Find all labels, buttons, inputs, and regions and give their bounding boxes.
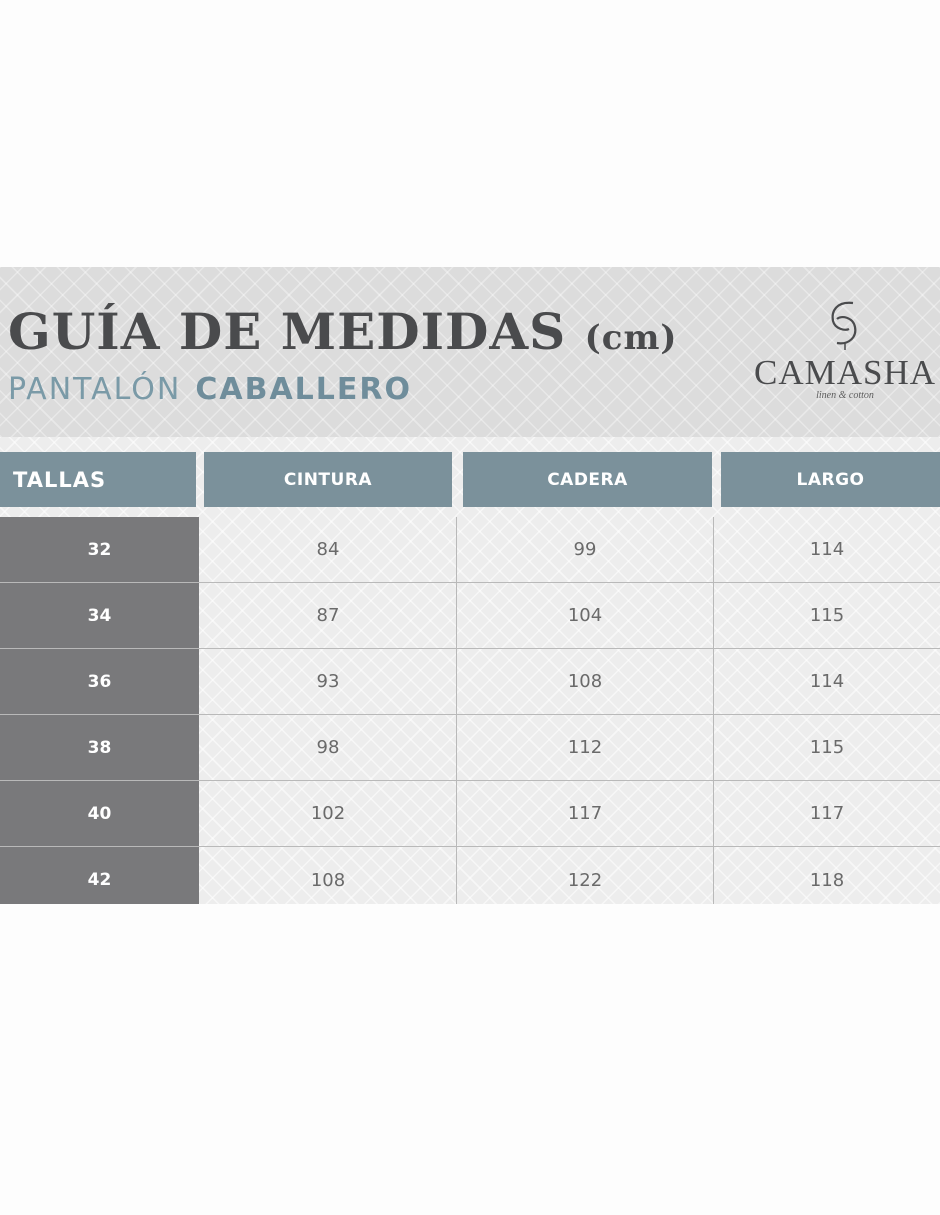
title-text: GUÍA DE MEDIDAS	[8, 302, 567, 361]
title-unit: (cm)	[584, 318, 678, 358]
size-cell: 32	[0, 517, 199, 582]
table-row	[0, 583, 940, 649]
cintura-cell: 98	[200, 715, 457, 780]
subtitle-category: CABALLERO	[195, 372, 413, 407]
largo-cell: 118	[809, 869, 845, 891]
cintura-cell: 87	[200, 583, 457, 648]
cadera-cell: 122	[457, 847, 714, 904]
table-row	[0, 781, 940, 847]
largo-cell: 117	[809, 803, 845, 824]
column-header-cadera: CADERA	[463, 452, 712, 507]
largo-cell: 115	[809, 605, 845, 626]
cadera-cell: 117	[457, 781, 714, 846]
cintura-cell: 84	[200, 517, 457, 582]
brand-tagline: linen & cotton	[816, 390, 874, 401]
brand-logo	[752, 297, 938, 407]
largo-cell: 114	[809, 539, 845, 560]
cadera-cell: 108	[457, 649, 714, 714]
cadera-cell: 112	[457, 715, 714, 780]
table-row	[0, 715, 940, 781]
size-guide-card	[0, 267, 940, 904]
cintura-cell: 108	[200, 847, 457, 904]
table-row	[0, 517, 940, 583]
column-header-tallas: TALLAS	[0, 452, 196, 507]
cadera-cell: 99	[457, 517, 714, 582]
table-body	[0, 517, 940, 904]
cs-monogram-logo-icon	[823, 297, 867, 351]
page-title	[8, 302, 678, 361]
column-header-largo: LARGO	[721, 452, 940, 507]
brand-name: CAMASHA	[753, 353, 937, 392]
size-cell: 40	[0, 781, 199, 846]
largo-cell: 115	[809, 737, 845, 758]
size-cell: 42	[0, 847, 199, 904]
cadera-cell: 104	[457, 583, 714, 648]
size-cell: 36	[0, 649, 199, 714]
table-row	[0, 649, 940, 715]
table-row	[0, 847, 940, 904]
column-header-cintura: CINTURA	[204, 452, 452, 507]
cintura-cell: 102	[200, 781, 457, 846]
largo-cell: 114	[809, 671, 845, 692]
size-cell: 34	[0, 583, 199, 648]
cintura-cell: 93	[200, 649, 457, 714]
page-subtitle	[8, 372, 413, 407]
size-cell: 38	[0, 715, 199, 780]
size-guide-header	[0, 267, 940, 437]
subtitle-garment: PANTALÓN	[8, 372, 182, 407]
